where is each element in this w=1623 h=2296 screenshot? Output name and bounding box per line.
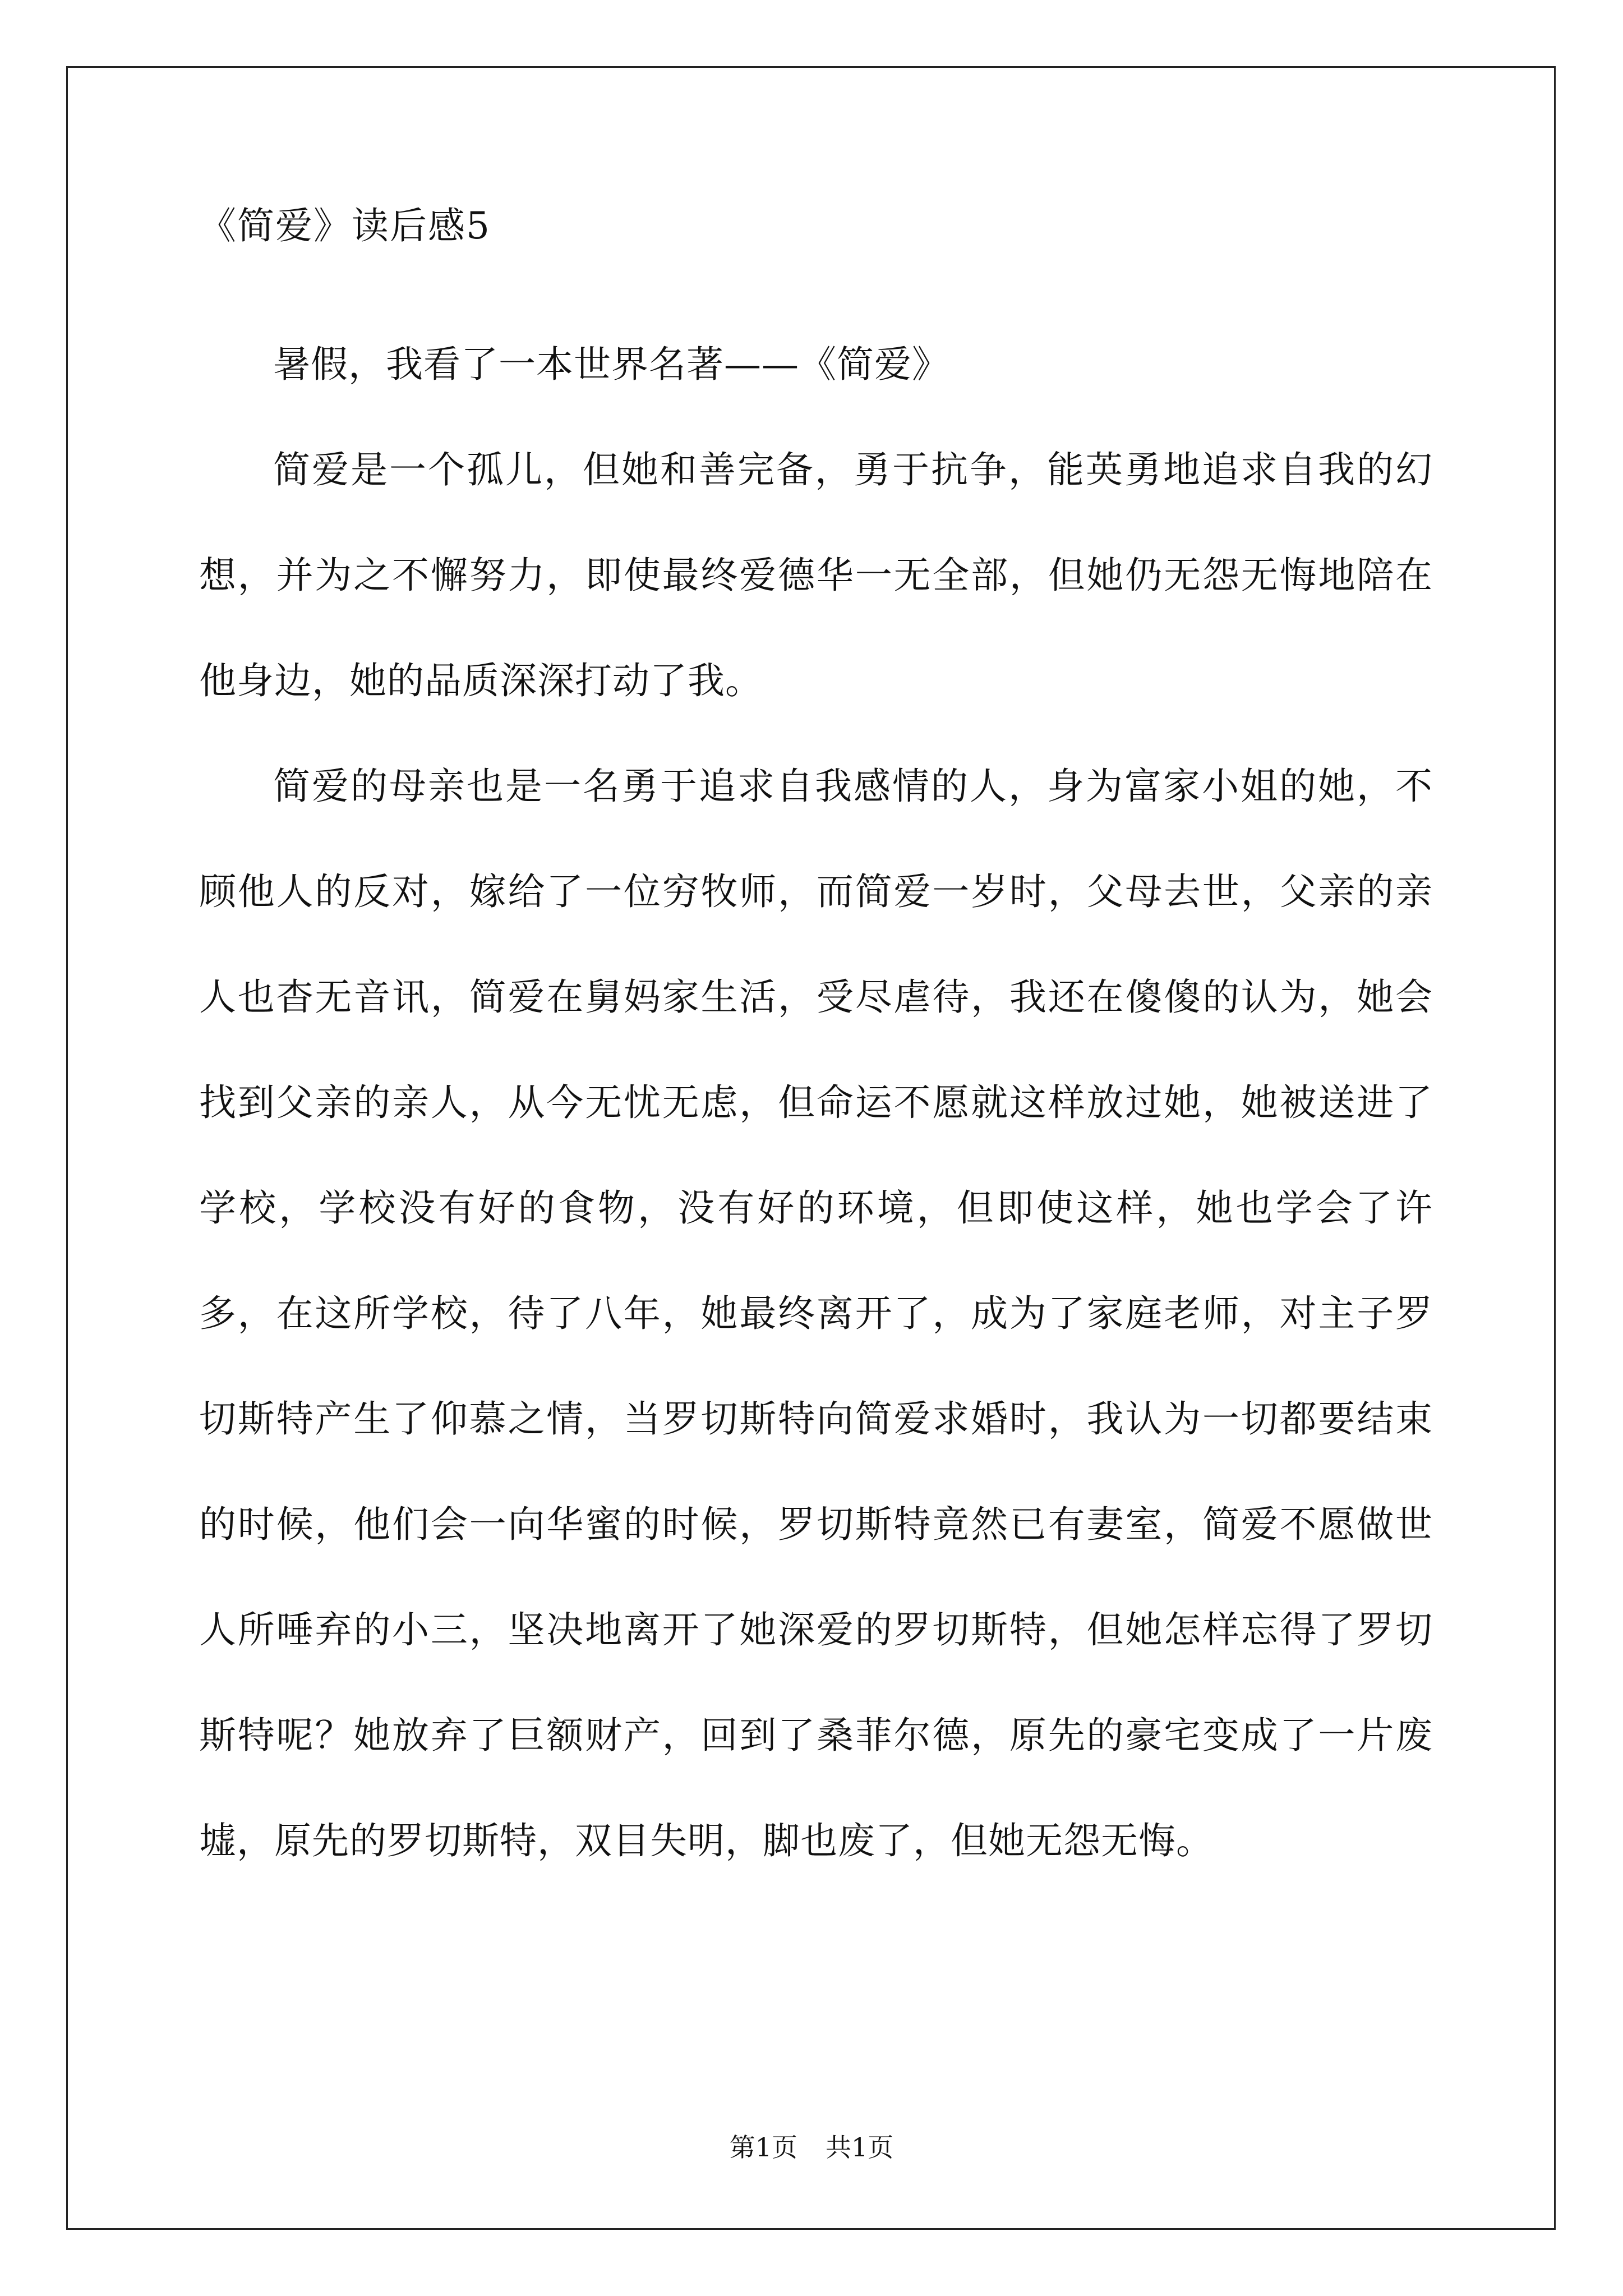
page-number: 第1页 <box>729 2132 797 2162</box>
document-title: 《简爱》读后感5 <box>199 204 491 247</box>
page-footer <box>0 2134 1623 2160</box>
paragraph-story: 简爱的母亲也是一名勇于追求自我感情的人，身为富家小姐的她，不顾他人的反对，嫁给了一位穷牧师，而简爱一岁时，父母去世，父亲的亲人也杳无音讯，简爱在舅妈家生活，受尽虐待，我还在傻傻的认为，她会找到父亲的亲人，从今无忧无虑，但命运不愿就这样放过她，她被送进了学校，学校没有好的食物，没有好的环境，但即使这样，她也学会了许多，在这所学校，待了八年，她最终离开了，成为了家庭老师，对主子罗切斯特产生了仰慕之情，当罗切斯特向简爱求婚时，我认为一切都要结束的时候，他们会一向华蜜的时候，罗切斯特竟然已有妻室，简爱不愿做世人所唾弃的小三，坚决地离开了她深爱的罗切斯特，但她怎样忘得了罗切斯特呢？她放弃了巨额财产，回到了桑菲尔德，原先的豪宅变成了一片废墟，原先的罗切斯特，双目失明，脚也废了，但她无怨无悔。 <box>199 765 1433 1862</box>
paragraph-character: 简爱是一个孤儿，但她和善完备，勇于抗争，能英勇地追求自我的幻想，并为之不懈努力，即使最终爱德华一无全部，但她仍无怨无悔地陪在他身边，她的品质深深打动了我。 <box>199 448 1433 702</box>
paragraph-intro: 暑假，我看了一本世界名著——《简爱》 <box>273 343 949 386</box>
page-count: 共1页 <box>826 2132 894 2162</box>
document-body <box>199 204 1433 1894</box>
